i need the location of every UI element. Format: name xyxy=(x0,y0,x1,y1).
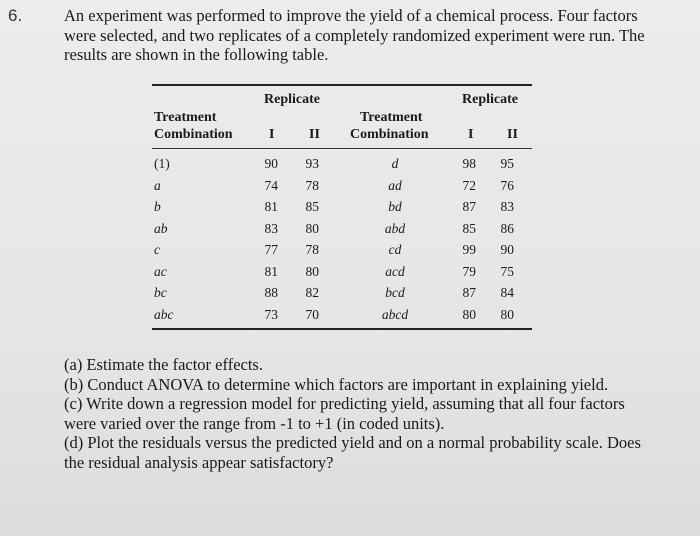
treatment-combination-left: c xyxy=(154,242,160,257)
task-line: were varied over the range from -1 to +1 (in coded units). xyxy=(64,413,445,433)
replicate-II-value-left: 85 xyxy=(305,199,319,214)
col-II-right: II xyxy=(507,127,518,142)
treatment-header-left-2: Combination xyxy=(154,127,233,142)
replicate-I-value-left: 83 xyxy=(264,220,278,236)
replicate-II-value-right: 83 xyxy=(500,199,514,214)
treatment-combination-left: (1) xyxy=(154,156,170,171)
treatment-combination-right: acd xyxy=(385,263,405,279)
treatment-combination-left: bc xyxy=(154,285,167,300)
treatment-combination-right: abcd xyxy=(381,306,409,322)
col-I-right: I xyxy=(468,127,474,142)
task-list xyxy=(64,355,674,472)
replicate-I-value-right: 99 xyxy=(462,242,476,257)
replicate-II-value-right: 90 xyxy=(500,242,514,257)
intro-line: were selected, and two replicates of a completely randomized experiment were run. The xyxy=(64,25,645,45)
treatment-combination-left: ab xyxy=(154,220,168,236)
treatment-combination-right: bcd xyxy=(385,285,405,300)
task-line: (b) Conduct ANOVA to determine which factors are important in explaining yield. xyxy=(64,374,609,394)
replicate-I-value-right: 79 xyxy=(462,263,476,279)
treatment-combination-right: d xyxy=(391,156,399,171)
table-bottom-rule xyxy=(152,328,532,330)
table-top-rule xyxy=(152,84,532,86)
treatment-combination-left: abc xyxy=(154,306,174,322)
replicate-II-value-left: 80 xyxy=(305,263,319,279)
replicate-II-value-right: 84 xyxy=(500,285,514,300)
replicate-II-value-left: 80 xyxy=(305,220,319,236)
col-II-left: II xyxy=(309,127,320,142)
replicate-II-value-left: 78 xyxy=(305,242,319,257)
replicate-II-value-right: 86 xyxy=(500,220,514,236)
replicate-II-value-left: 93 xyxy=(305,156,319,171)
replicate-I-value-left: 90 xyxy=(264,156,278,171)
treatment-header-right-1: Treatment xyxy=(360,110,423,125)
treatment-combination-left: a xyxy=(154,177,161,193)
replicate-I-value-left: 74 xyxy=(264,177,278,193)
replicate-I-value-right: 98 xyxy=(462,156,476,171)
replicate-II-value-right: 75 xyxy=(500,263,514,279)
treatment-header-right-2: Combination xyxy=(350,127,429,142)
col-I-left: I xyxy=(269,127,275,142)
replicate-I-value-right: 80 xyxy=(462,306,476,322)
replicate-I-value-left: 81 xyxy=(264,199,278,214)
replicate-II-value-left: 78 xyxy=(305,177,319,193)
treatment-combination-right: ad xyxy=(388,177,402,193)
replicate-I-value-right: 87 xyxy=(462,285,476,300)
treatment-header-left-1: Treatment xyxy=(154,110,217,125)
replicate-II-value-right: 80 xyxy=(500,306,514,322)
replicate-header-right: Replicate xyxy=(462,92,518,107)
question-number: 6. xyxy=(8,6,23,25)
treatment-combination-left: b xyxy=(154,199,161,214)
treatment-combination-right: cd xyxy=(388,242,402,257)
replicate-I-value-left: 81 xyxy=(264,263,278,279)
replicate-I-value-right: 85 xyxy=(462,220,476,236)
treatment-combination-left: ac xyxy=(154,263,167,279)
treatment-combination-right: abd xyxy=(384,220,406,236)
intro-line: An experiment was performed to improve the yield of a chemical process. Four factors xyxy=(64,6,638,25)
task-line: (a) Estimate the factor effects. xyxy=(64,355,263,374)
replicate-II-value-left: 70 xyxy=(305,306,319,322)
replicate-I-value-left: 88 xyxy=(264,285,278,300)
intro-line: results are shown in the following table. xyxy=(64,45,329,64)
treatment-combination-right: bd xyxy=(388,199,402,214)
replicate-I-value-right: 87 xyxy=(462,199,476,214)
replicate-I-value-right: 72 xyxy=(462,177,476,193)
replicate-I-value-left: 77 xyxy=(264,242,278,257)
replicate-II-value-right: 95 xyxy=(500,156,514,171)
replicate-II-value-right: 76 xyxy=(500,177,514,193)
task-line: (d) Plot the residuals versus the predicted yield and on a normal probability scale. Does xyxy=(64,433,641,452)
replicate-header-left: Replicate xyxy=(264,92,320,107)
problem-statement xyxy=(64,6,664,65)
replicate-II-value-left: 82 xyxy=(305,285,319,300)
task-line: the residual analysis appear satisfactory? xyxy=(64,452,334,472)
task-line: (c) Write down a regression model for predicting yield, assuming that all four factors xyxy=(64,394,625,413)
replicate-I-value-left: 73 xyxy=(264,306,278,322)
header-rule xyxy=(152,148,532,149)
